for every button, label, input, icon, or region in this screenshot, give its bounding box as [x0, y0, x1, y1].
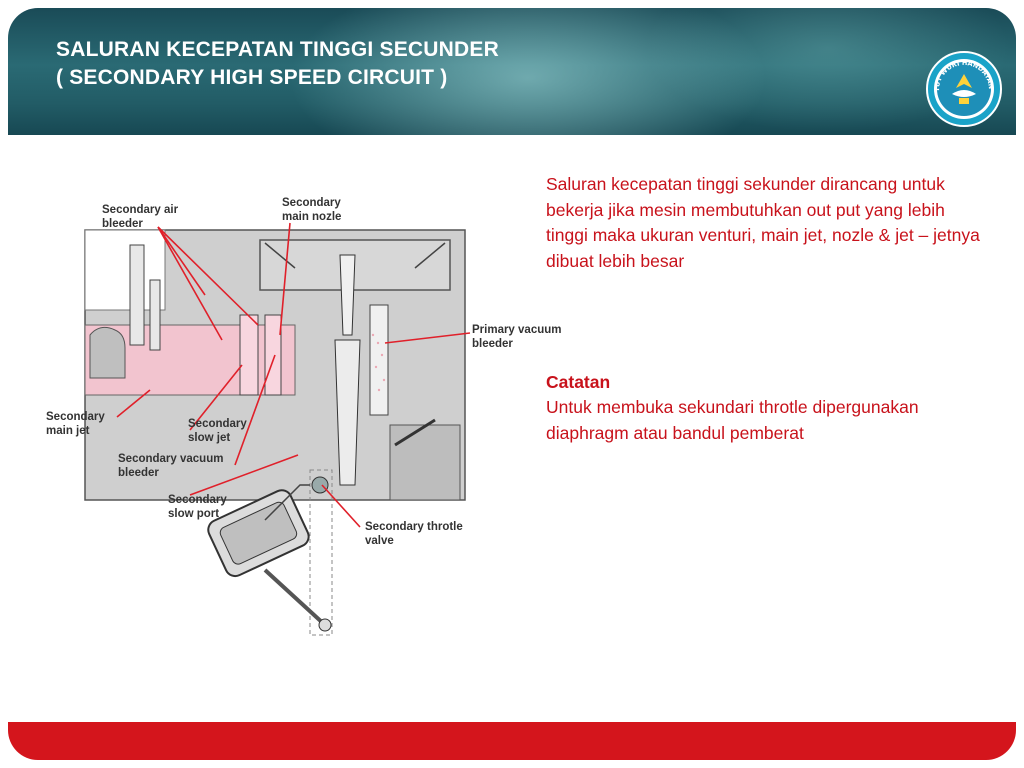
logo-text: TUT WURI HANDAYAN: [932, 58, 996, 92]
label-secondary-slow-port: Secondary slow port: [168, 494, 227, 520]
label-primary-vacuum-bleeder: Primary vacuum bleeder: [472, 324, 562, 350]
slide-header: [8, 8, 1016, 135]
description-paragraph: Saluran kecepatan tinggi sekunder dirancang untuk bekerja jika mesin membutuhkan out put yang lebih tinggi maka ukuran venturi, main jet, nozle & jet – jetnya dibuat lebih besar: [546, 174, 980, 271]
slide-footer-bar: [8, 722, 1016, 760]
label-secondary-main-nozle: Secondary main nozle: [282, 197, 342, 223]
slide-title: [56, 36, 499, 92]
note-text: Untuk membuka sekundari throtle dipergunakan diaphragm atau bandul pemberat: [546, 397, 919, 443]
note-heading: Catatan: [546, 372, 611, 392]
label-secondary-throtle-valve: Secondary throtle valve: [365, 521, 463, 547]
label-secondary-air-bleeder: Secondary air bleeder: [102, 204, 179, 230]
title-line-1: SALURAN KECEPATAN TINGGI SECUNDER: [56, 38, 499, 61]
carburetor-illustration: [40, 185, 580, 645]
label-secondary-slow-jet: Secondary slow jet: [188, 418, 247, 444]
title-line-2: ( SECONDARY HIGH SPEED CIRCUIT ): [56, 66, 448, 89]
tut-wuri-handayani-logo-icon: [925, 50, 1003, 128]
label-secondary-main-jet: Secondary main jet: [46, 411, 105, 437]
carburetor-diagram: [40, 185, 580, 645]
label-secondary-vacuum-bleeder: Secondary vacuum bleeder: [118, 453, 224, 479]
